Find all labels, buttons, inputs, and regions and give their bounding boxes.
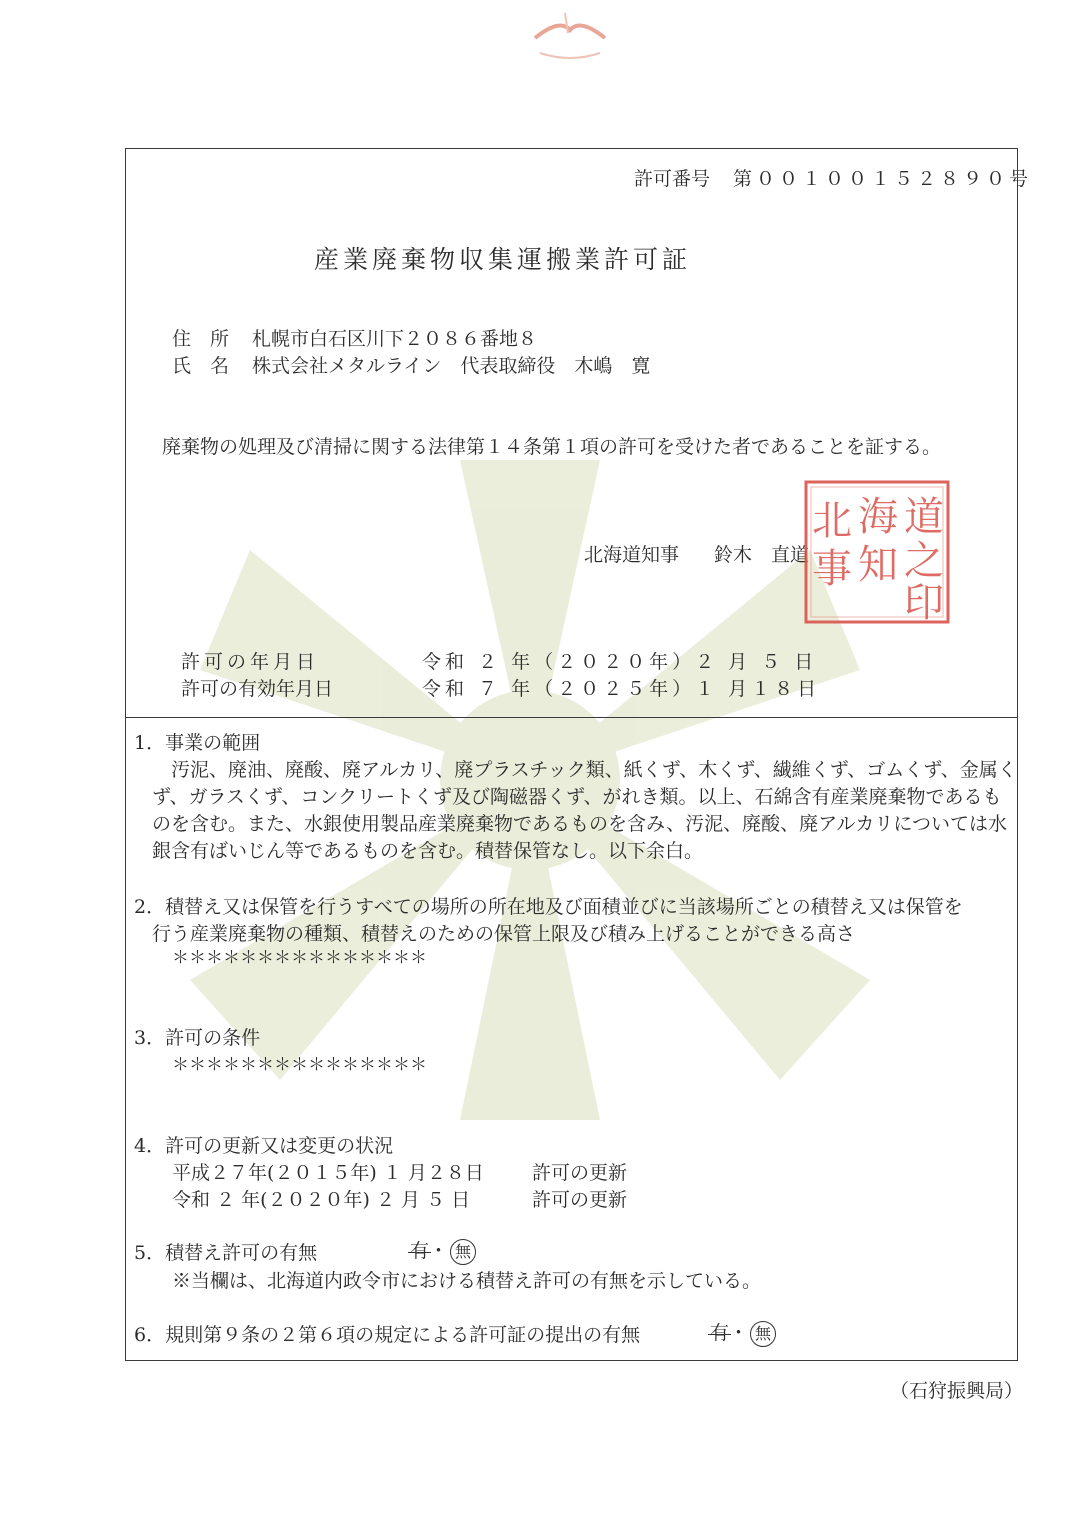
section5-heading: 5．積替え許可の有無 xyxy=(134,1242,318,1264)
section6-options xyxy=(710,1321,776,1347)
section5-note: ※当欄は、北海道内政令市における積替え許可の有無を示している。 xyxy=(172,1270,762,1292)
section1-body: 汚泥、廃油、廃酸、廃アルカリ、廃プラスチック類、紙くず、木くず、繊維くず、ゴムくず、金属くず、ガラスくず、コンクリートくず及び陶磁器くず、がれき類。以上、石綿含有産業廃棄物であるものを含む。また、水銀使用製品産業廃棄物であるものを含み、汚泥、廃酸、廃アルカリについては水銀含有ばいじん等であるものを含む。積替保管なし。以下余白。 xyxy=(152,759,1017,862)
valid-until-value: 令和 ７ 年（２０２５年）１ 月１８日 xyxy=(422,678,821,700)
section4-row2-date: 令和 ２ 年(２０２０年) ２ 月 ５ 日 xyxy=(172,1189,471,1211)
section6-option-no: 無 xyxy=(750,1321,776,1347)
section6-option-yes: 有 xyxy=(710,1322,730,1344)
section-divider xyxy=(125,717,1018,718)
issuing-office: （石狩振興局） xyxy=(890,1380,1024,1402)
permit-number-label: 許可番号 xyxy=(634,168,711,190)
section5-option-yes: 有 xyxy=(410,1240,430,1262)
name-value: 株式会社メタルライン 代表取締役 木嶋 寛 xyxy=(252,355,651,377)
governor-seal xyxy=(802,478,952,626)
svg-text:知: 知 xyxy=(858,542,898,588)
name-label: 氏 名 xyxy=(172,355,230,377)
section4-row1-date: 平成２７年(２０１５年) １ 月２８日 xyxy=(172,1162,484,1184)
section5-option-no: 無 xyxy=(450,1239,476,1265)
section4-row1-note: 許可の更新 xyxy=(532,1162,628,1184)
svg-text:之: 之 xyxy=(904,538,944,584)
svg-text:北: 北 xyxy=(812,498,852,544)
top-stamp-mark xyxy=(520,8,620,68)
section2-heading-cont: 行う産業廃棄物の種類、積替えのための保管上限及び積み上げることができる高さ xyxy=(152,923,856,945)
section5-separator: ・ xyxy=(429,1240,449,1262)
section2-heading: 2．積替え又は保管を行うすべての場所の所在地及び面積並びに当該場所ごとの積替え又は保管を xyxy=(134,896,963,918)
section5-options xyxy=(410,1239,476,1265)
issuer-name: 鈴木 直道 xyxy=(714,544,810,566)
section6-heading: 6．規則第９条の２第６項の規定による許可証の提出の有無 xyxy=(134,1324,641,1346)
svg-text:海: 海 xyxy=(858,494,898,540)
section4-row2-note: 許可の更新 xyxy=(532,1189,628,1211)
issuer-title: 北海道知事 xyxy=(584,544,680,566)
valid-until-label: 許可の有効年月日 xyxy=(181,678,334,700)
section1-heading: 1．事業の範囲 xyxy=(134,732,261,754)
section4-heading: 4．許可の更新又は変更の状況 xyxy=(134,1135,394,1157)
certification-statement: 廃棄物の処理及び清掃に関する法律第１４条第１項の許可を受けた者であることを証する。 xyxy=(162,436,942,458)
certificate-title: 産業廃棄物収集運搬業許可証 xyxy=(314,245,692,274)
permit-date-label: 許可の年月日 xyxy=(181,651,320,673)
section2-value: ＊＊＊＊＊＊＊＊＊＊＊＊＊＊＊ xyxy=(172,948,427,968)
svg-text:事: 事 xyxy=(812,546,852,592)
section3-value: ＊＊＊＊＊＊＊＊＊＊＊＊＊＊＊ xyxy=(172,1055,427,1075)
section3-heading: 3．許可の条件 xyxy=(134,1027,261,1049)
svg-text:道: 道 xyxy=(904,494,944,540)
section6-separator: ・ xyxy=(729,1322,749,1344)
address-value: 札幌市白石区川下２０８６番地８ xyxy=(252,328,538,350)
permit-date-value: 令和 ２ 年（２０２０年）２ 月 ５ 日 xyxy=(422,651,818,673)
permit-number: 第００１００１５２８９０号 xyxy=(733,168,1033,190)
svg-text:印: 印 xyxy=(904,580,944,626)
address-label: 住 所 xyxy=(172,328,230,350)
